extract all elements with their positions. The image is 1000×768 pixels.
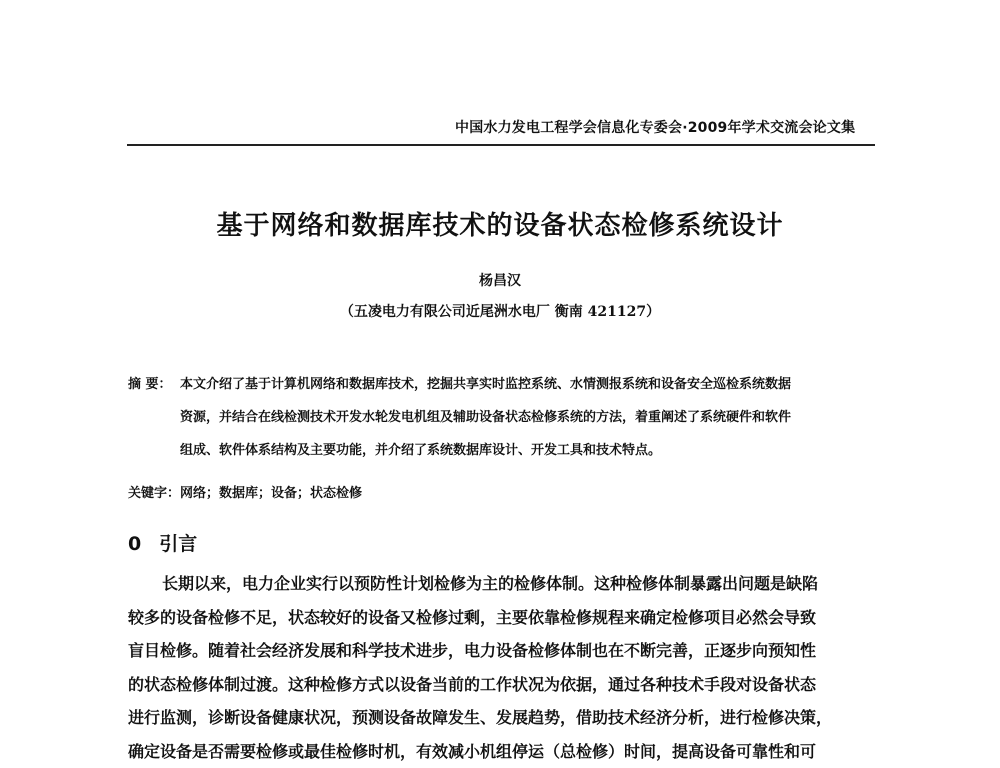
- header-rule: [127, 144, 875, 146]
- section-number: 0: [128, 533, 141, 555]
- abstract-label: 摘 要：: [128, 368, 172, 401]
- keywords: [128, 482, 362, 501]
- abstract-line: 组成、软件体系结构及主要功能，并介绍了系统数据库设计、开发工具和技术特点。: [180, 434, 878, 467]
- author-name: 杨昌汉: [0, 270, 1000, 290]
- paper-title: 基于网络和数据库技术的设备状态检修系统设计: [0, 205, 1000, 242]
- body-line: 长期以来，电力企业实行以预防性计划检修为主的检修体制。这种检修体制暴露出问题是缺陷: [128, 567, 880, 601]
- keywords-label: 关键字：: [128, 486, 180, 501]
- author-affiliation: （五凌电力有限公司近尾洲水电厂 衡南 421127）: [0, 301, 1000, 321]
- body-line: 的状态检修体制过渡。这种检修方式以设备当前的工作状况为依据，通过各种技术手段对设备状态: [128, 668, 880, 702]
- abstract: [128, 368, 878, 467]
- abstract-line: 资源，并结合在线检测技术开发水轮发电机组及辅助设备状态检修系统的方法，着重阐述了系统硬件和软件: [180, 401, 878, 434]
- abstract-line: 本文介绍了基于计算机网络和数据库技术，挖掘共享实时监控系统、水情测报系统和设备安全巡检系统数据: [180, 368, 878, 401]
- section-body: [128, 567, 880, 768]
- body-line: 确定设备是否需要检修或最佳检修时机，有效减小机组停运（总检修）时间，提高设备可靠性和可: [128, 735, 880, 768]
- abstract-body: [180, 368, 878, 467]
- body-line: 进行监测，诊断设备健康状况，预测设备故障发生、发展趋势，借助技术经济分析，进行检修决策，: [128, 701, 880, 735]
- running-header: 中国水力发电工程学会信息化专委会·2009年学术交流会论文集: [455, 117, 875, 137]
- body-line: 盲目检修。随着社会经济发展和科学技术进步，电力设备检修体制也在不断完善，正逐步向预知性: [128, 634, 880, 668]
- keywords-list: 网络；数据库；设备；状态检修: [180, 486, 362, 501]
- body-line: 较多的设备检修不足，状态较好的设备又检修过剩，主要依靠检修规程来确定检修项目必然会导致: [128, 601, 880, 635]
- section-title: 引言: [159, 533, 197, 555]
- section-heading: [128, 529, 197, 556]
